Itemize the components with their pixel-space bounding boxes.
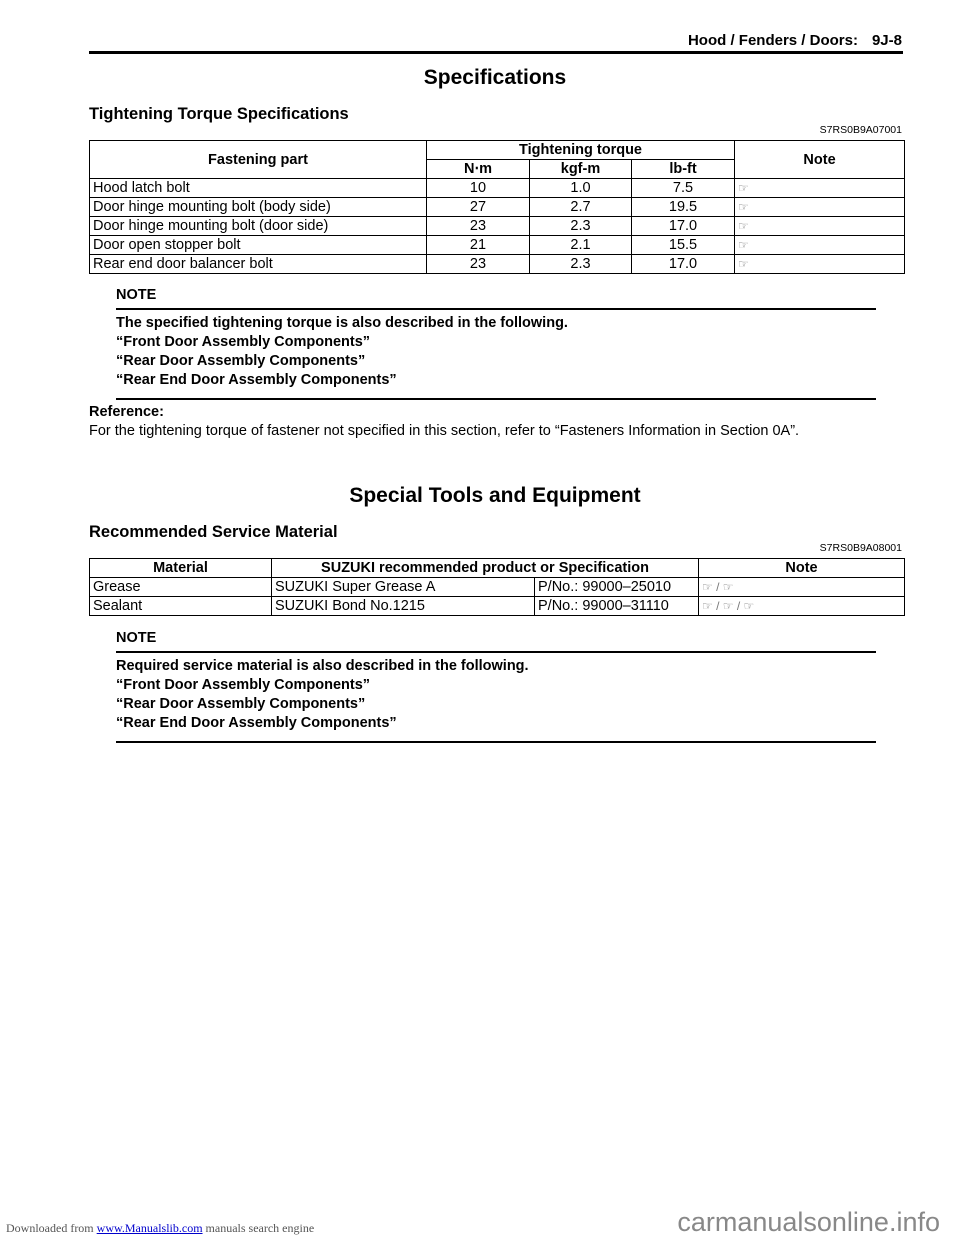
table-row [90, 578, 905, 597]
header-rule [89, 51, 903, 54]
note-line: The specified tightening torque is also described in the following. [116, 315, 568, 331]
material-heading: Recommended Service Material [89, 523, 338, 541]
special-tools-title: Special Tools and Equipment [349, 484, 641, 507]
cell-product: SUZUKI Super Grease A [272, 578, 535, 597]
note-line: Required service material is also described in the following. [116, 658, 529, 674]
note-link[interactable]: “Front Door Assembly Components” [116, 334, 371, 350]
watermark: carmanualsonline.info [677, 1207, 940, 1237]
page-title: Specifications [423, 66, 567, 89]
note-link[interactable]: “Rear End Door Assembly Components” [116, 715, 397, 731]
reference-icon[interactable]: ☞ [735, 179, 905, 198]
table-row [90, 236, 905, 255]
manualslib-link[interactable]: www.Manualslib.com [96, 1221, 203, 1235]
cell-nm: 10 [427, 179, 530, 198]
running-header [688, 32, 902, 49]
reference-icon[interactable]: ☞ [735, 255, 905, 274]
material-note [116, 630, 876, 743]
note-link[interactable]: “Rear Door Assembly Components” [116, 353, 366, 369]
torque-note [116, 287, 876, 400]
table-row [90, 255, 905, 274]
cell-nm: 27 [427, 198, 530, 217]
reference-icon[interactable]: ☞ / ☞ / ☞ [699, 597, 905, 616]
table-row [90, 597, 905, 616]
reference-icon[interactable]: ☞ [735, 236, 905, 255]
reference-icon[interactable]: ☞ [735, 198, 905, 217]
reference-title: Reference: [89, 404, 164, 420]
cell-lbft: 15.5 [632, 236, 735, 255]
cell-product: SUZUKI Bond No.1215 [272, 597, 535, 616]
col-note: Note [699, 559, 905, 578]
material-code: S7RS0B9A08001 [819, 542, 902, 554]
table-row [90, 217, 905, 236]
col-material: Material [90, 559, 272, 578]
torque-heading: Tightening Torque Specifications [89, 105, 349, 123]
reference-icon[interactable]: ☞ / ☞ [699, 578, 905, 597]
col-lbft: lb-ft [632, 160, 735, 179]
cell-kgfm: 1.0 [530, 179, 632, 198]
cell-part: Door hinge mounting bolt (body side) [90, 198, 427, 217]
cell-nm: 23 [427, 217, 530, 236]
cell-kgfm: 2.3 [530, 255, 632, 274]
table-row [90, 179, 905, 198]
reference-icon[interactable]: ☞ [735, 217, 905, 236]
cell-material: Sealant [90, 597, 272, 616]
reference-text: For the tightening torque of fastener not specified in this section, refer to “Fasteners Information in Section 0A”. [89, 423, 800, 439]
torque-code: S7RS0B9A07001 [819, 124, 902, 136]
download-footer [6, 1221, 314, 1236]
cell-pno: P/No.: 99000–25010 [535, 578, 699, 597]
cell-lbft: 17.0 [632, 217, 735, 236]
cell-part: Door hinge mounting bolt (door side) [90, 217, 427, 236]
note-link[interactable]: “Front Door Assembly Components” [116, 677, 371, 693]
cell-material: Grease [90, 578, 272, 597]
col-kgfm: kgf-m [530, 160, 632, 179]
reference [89, 403, 799, 441]
note-title: NOTE [116, 630, 157, 646]
cell-lbft: 19.5 [632, 198, 735, 217]
cell-pno: P/No.: 99000–31110 [535, 597, 699, 616]
cell-lbft: 17.0 [632, 255, 735, 274]
torque-table [89, 140, 905, 274]
section-name: Hood / Fenders / Doors: [687, 32, 858, 49]
cell-part: Door open stopper bolt [90, 236, 427, 255]
cell-part: Hood latch bolt [90, 179, 427, 198]
note-link[interactable]: “Rear Door Assembly Components” [116, 696, 366, 712]
page-number: 9J-8 [871, 32, 902, 49]
col-tightening-torque: Tightening torque [427, 141, 735, 160]
col-fastening-part: Fastening part [90, 141, 427, 179]
col-note: Note [735, 141, 905, 179]
col-product: SUZUKI recommended product or Specification [272, 559, 699, 578]
cell-nm: 21 [427, 236, 530, 255]
cell-kgfm: 2.7 [530, 198, 632, 217]
col-nm: N⋅m [427, 160, 530, 179]
note-link[interactable]: “Rear End Door Assembly Components” [116, 372, 397, 388]
cell-kgfm: 2.3 [530, 217, 632, 236]
cell-nm: 23 [427, 255, 530, 274]
footer-suffix: manuals search engine [205, 1221, 315, 1235]
material-table [89, 558, 905, 616]
cell-kgfm: 2.1 [530, 236, 632, 255]
table-row [90, 198, 905, 217]
cell-part: Rear end door balancer bolt [90, 255, 427, 274]
note-title: NOTE [116, 287, 157, 303]
footer-prefix: Downloaded from [6, 1221, 94, 1235]
cell-lbft: 7.5 [632, 179, 735, 198]
